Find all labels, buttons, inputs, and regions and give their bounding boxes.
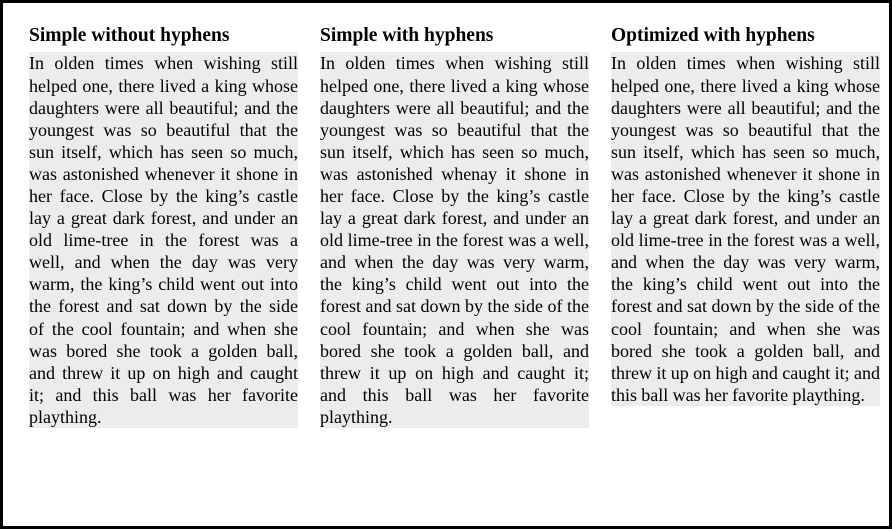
text-column-optimized-with-hyphens xyxy=(611,25,880,526)
column-heading: Optimized with hyphens xyxy=(611,25,815,46)
column-heading: Simple with hyphens xyxy=(320,25,494,46)
text-column-simple-with-hyphens xyxy=(320,25,589,526)
column-heading: Simple without hyphens xyxy=(29,25,230,46)
column-paragraph: In olden times when wishing still helped one, there lived a king whose daughters were all beautiful; and the youngest was so beautiful that the sun itself, which has seen so much, was astonished whenever it shone in her face. Close by the king’s castle lay a great dark forest, and under an old lime-tree in the forest was a well, and when the day was very warm, the king’s child went out into the forest and sat down by the side of the cool fountain; and when she was bored she took a golden ball, and threw it up on high and caught it; and this ball was her favorite plaything. xyxy=(29,53,298,427)
column-paragraph: In olden times when wishing still helped one, there lived a king whose daughters were all beautiful; and the youngest was so beautiful that the sun itself, which has seen so much, was astonished whenever it shone in her face. Close by the king’s castle lay a great dark forest, and under an old lime-tree in the forest was a well, and when the day was very warm, the king’s child went out into the forest and sat down by the side of the cool fountain; and when she was bored she took a golden ball, and threw it up on high and caught it; and this ball was her favorite plaything. xyxy=(611,53,880,405)
column-paragraph: In olden times when wishing still helped one, there lived a king whose daughters were all beautiful; and the youngest was so beautiful that the sun itself, which has seen so much, was astonished whenay it shone in her face. Close by the king’s castle lay a great dark forest, and under an old lime-tree in the forest was a well, and when the day was very warm, the king’s child went out into the forest and sat down by the side of the cool fountain; and when she was bored she took a golden ball, and threw it up on high and caught it; and this ball was her favorite plaything. xyxy=(320,53,589,427)
column-container xyxy=(3,3,889,526)
text-column-simple-without-hyphens xyxy=(29,25,298,526)
